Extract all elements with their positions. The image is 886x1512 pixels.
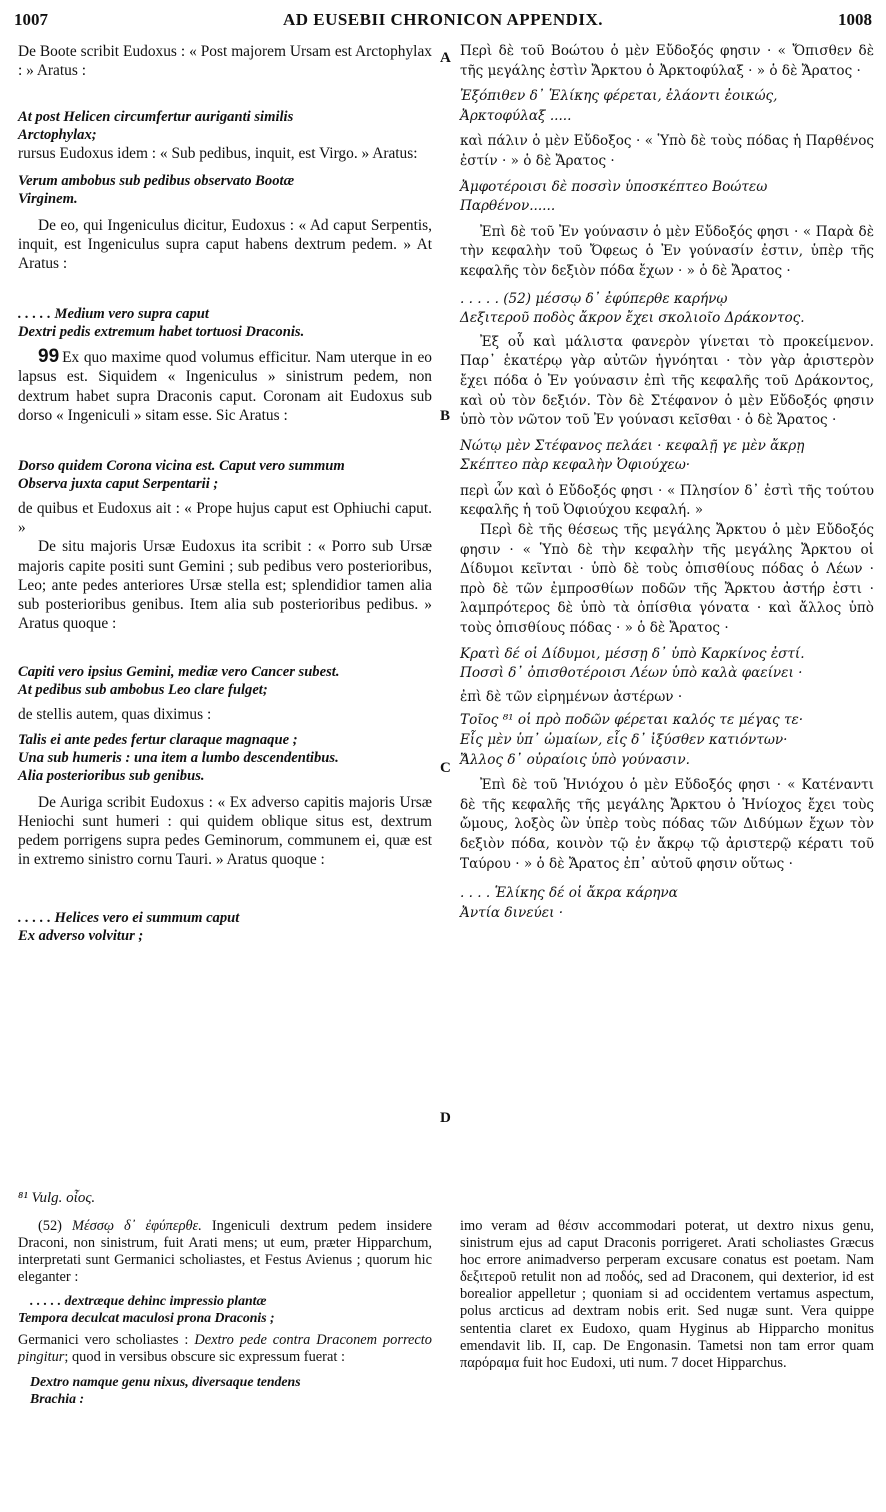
note-number: (52)	[38, 1218, 62, 1234]
greek-verse: Κρατὶ δέ οἱ Δίδυμοι, μέσσῃ δ᾽ ὑπὸ Καρκίνος ἐστί.	[460, 645, 805, 662]
note-text: ; quod in versibus obscure sic expressum fuerat :	[64, 1349, 345, 1366]
greek-paragraph: Ἐπὶ δὲ τοῦ Ἐν γούνασιν ὁ μὲν Εὔδοξός φησι · « Παρὰ δὲ τὴν κεφαλὴν τοῦ Ὄφεως ὁ Ἐν γούνασίν ἐστιν, ὑπὲρ τῆς κεφαλῆς τὸν δεξιὸν πόδα ἔχων · » ὁ δὲ Ἄρατος ·	[460, 223, 874, 279]
greek-verse: Ποσσὶ δ᾽ ὀπισθοτέροισι Λέων ὑπὸ καλὰ φαείνει ·	[460, 665, 803, 682]
latin-verse: Una sub humeris : una item a lumbo descendentibus.	[18, 749, 339, 766]
latin-paragraph: De Boote scribit Eudoxus : « Post majorem Ursam est Arctophylax : » Aratus :	[18, 43, 432, 80]
margin-letter-d: D	[440, 1110, 451, 1126]
note-verse: . . . . . dextræque dehinc impressio plantæ	[30, 1293, 267, 1309]
latin-verse: Verum ambobus sub pedibus observato Bootæ	[18, 172, 295, 189]
greek-verse: Παρθένον......	[460, 198, 556, 215]
latin-paragraph: de quibus et Eudoxus ait : « Prope hujus caput est Ophiuchi caput. »	[18, 500, 432, 537]
greek-column	[460, 42, 874, 923]
page-number-right: 1008	[838, 10, 872, 29]
greek-verse: Ἄλλος δ᾽ οὐραίοις ὑπὸ γούνασιν.	[460, 751, 690, 768]
running-title: AD EUSEBII CHRONICON APPENDIX.	[282, 10, 604, 29]
greek-verse: Ἀρκτοφύλαξ .....	[460, 107, 572, 124]
note-column-right	[460, 1218, 874, 1372]
latin-verse: Arctophylax;	[18, 127, 97, 144]
note-paragraph: imo veram ad θέσιν accommodari poterat, ut dextro nixus genu, sinistrum ejus ad caput Draconis porrigeret. Arati scholiastes Græcus hoc errore animadverso perperam excusare conatus est poetam. Nam δεξιτεροῦ retulit non ad ποδός, sed ad Draconem, qui dexterior, id est borealior appelletur ; quoniam si ad occidentem vertamus aspectum, polus arcticus ad dextram nobis erit. Sed nugæ sunt. Vera quippe sententia claret ex Eudoxo, quam Hyginus ab Hipparcho monitus emendavit lib. II, cap. De Engonasin. Tametsi non tam error quam παρόραμα fuit hoc Eudoxi, uti num. 7 docet Hipparchus.	[460, 1218, 874, 1371]
latin-verse: Talis ei ante pedes fertur claraque magnaque ;	[18, 731, 298, 748]
greek-paragraph: Ἐπὶ δὲ τοῦ Ἡνιόχου ὁ μὲν Εὔδοξός φησι · « Κατέναντι δὲ τῆς κεφαλῆς τῆς μεγάλης Ἄρκτου ὁ Ἡνίοχος ἔχει τοὺς ὤμους, λοξὸς ὢν ὑπὲρ τοὺς πόδας τῶν Διδύμων ἔχων τὸν δεξιὸν πόδα, κοινὸν τῷ ἐν ἄκρῳ τῷ ἀριστερῷ κέρατι τοῦ Ταύρου · » ὁ δὲ Ἄρατος ἐπ᾽ αὐτοῦ φησιν οὕτως ·	[460, 777, 874, 872]
greek-paragraph: Περὶ δὲ τοῦ Βοώτου ὁ μὲν Εὔδοξός φησιν · « Ὄπισθεν δὲ τῆς μεγάλης ἐστὶν Ἄρκτου ὁ Ἀρκτοφύλαξ · » ὁ δὲ Ἄρατος ·	[460, 43, 874, 79]
commentary-notes	[14, 1218, 874, 1498]
note-quote: Dextro pede contra Draconem porrecto pingitur	[18, 1332, 432, 1366]
greek-paragraph: Ἐξ οὗ καὶ μάλιστα φανερὸν γίνεται τὸ προκείμενον. Παρ᾽ ἑκατέρῳ γὰρ αὐτῶν ἠγνόηται · τὸν γὰρ ἀριστερὸν ἔχει πόδα ὁ Ἐν γούνασιν ἐπὶ τῆς κεφαλῆς τοῦ Δράκοντος, καὶ οὐ τὸν δεξιόν. Τὸν δὲ Στέφανον ὁ μὲν Εὔδοξός φησιν ὑπὸ τὸν νῶτον τοῦ Ἐν γούνασι κεῖσθαι · ὁ δὲ Ἄρατος ·	[460, 333, 874, 429]
margin-letter-a: A	[440, 50, 451, 66]
greek-paragraph: περὶ ὧν καὶ ὁ Εὔδοξός φησι · « Πλησίον δ᾽ ἐστὶ τῆς τούτου κεφαλῆς ἡ τοῦ Ὀφιούχου κεφαλή. »	[460, 482, 874, 519]
latin-verse: . . . . . Helices vero ei summum caput	[18, 910, 240, 927]
page-number-left: 1007	[14, 10, 48, 29]
greek-paragraph: Περὶ δὲ τῆς θέσεως τῆς μεγάλης Ἄρκτου ὁ μὲν Εὔδοξός φησιν · « Ὑπὸ δὲ τὴν κεφαλὴν τῆς μεγάλης Ἄρκτου οἱ Δίδυμοι κεῖνται · ὑπὸ δὲ τοὺς ὀπισθίους πόδας ὁ Λέων · πρὸ δὲ τῶν ἐμπροσθίων ποδῶν τῆς Ἄρκτου ἀστήρ ἐστι · λαμπρότερος δὲ ὑπὸ τὰ ὀπίσθια γόνατα · καὶ ἄλλος ὑπὸ τοὺς ὀπισθίους πόδας · » ὁ δὲ Ἄρατος ·	[460, 522, 874, 637]
latin-verse: Alia posterioribus sub genibus.	[18, 767, 205, 784]
latin-verse: At pedibus sub ambobus Leo clare fulget;	[18, 682, 268, 699]
note-verse: Tempora deculcat maculosi prona Draconis ;	[18, 1310, 275, 1326]
note-verse: Brachia :	[30, 1390, 85, 1406]
greek-verse: Νώτῳ μὲν Στέφανος πελάει · κεφαλῇ γε μὲν ἄκρῃ	[460, 437, 805, 454]
latin-paragraph: De Auriga scribit Eudoxus : « Ex adverso capitis majoris Ursæ Heniochi sunt humeri : qui quidem oblique situs est, dextrum pedem porrigens supra pedes Geminorum, communem ei, quæ est in extremo sinistro cornu Tauri. » Aratus quoque :	[18, 793, 432, 869]
page-header	[14, 10, 872, 36]
greek-verse: Ἀμφοτέροισι δὲ ποσσὶν ὑποσκέπτεο Βοώτεω	[460, 178, 768, 195]
greek-verse: Ἐξόπιθεν δ᾽ Ἑλίκης φέρεται, ἐλάοντι ἐοικώς,	[460, 88, 778, 105]
latin-verse: Virginem.	[18, 190, 78, 207]
latin-verse: . . . . . Medium vero supra caput	[18, 306, 209, 323]
greek-verse: Σκέπτεο πὰρ κεφαλὴν Ὀφιούχεω·	[460, 457, 691, 474]
note-paragraph	[18, 1332, 432, 1366]
latin-verse: Observa juxta caput Serpentarii ;	[18, 476, 219, 493]
margin-letter-b: B	[440, 408, 451, 424]
latin-verse: Dorso quidem Corona vicina est. Caput vero summum	[18, 458, 345, 475]
variant-footnote: ⁸¹ Vulg. οἷος.	[18, 1190, 96, 1206]
note-paragraph	[18, 1218, 432, 1286]
latin-paragraph: De eo, qui Ingeniculus dicitur, Eudoxus : « Ad caput Serpentis, inquit, est Ingeniculus supra caput habens dextrum pedem. » At Aratus :	[18, 216, 432, 273]
parallel-columns	[14, 42, 874, 1177]
section-number: 99	[38, 346, 60, 368]
greek-verse: . . . . . (52) μέσσῳ δ᾽ ἐφύπερθε καρήνῳ	[460, 290, 728, 307]
latin-verse: Ex adverso volvitur ;	[18, 928, 144, 945]
latin-paragraph: de stellis autem, quas diximus :	[18, 706, 212, 724]
latin-paragraph: De situ majoris Ursæ Eudoxus ita scribit : « Porro sub Ursæ majoris capite positi sunt Gemini ; sub pedibus vero posterioribus, Leo; ante pedes anteriores Ursæ stella est; splendidior tamen alia sub posterioribus genibus. Item alia sub posterioribus pedibus. » Aratus quoque :	[18, 538, 432, 633]
latin-verse: At post Helicen circumfertur auriganti similis	[18, 109, 294, 126]
greek-verse: Ἀντία δινεύει ·	[460, 904, 564, 921]
note-text: Ingeniculi dextrum pedem insidere Draconi, non sinistrum, fuit Arati mens; ut eum, præter Hipparchum, interpretati sunt Germanici scholiastes, et Festus Avienus ; quorum hic eleganter :	[18, 1218, 432, 1286]
greek-verse: Δεξιτεροῦ ποδὸς ἄκρον ἔχει σκολιοῖο Δράκοντος.	[460, 310, 805, 327]
note-lemma: Μέσσῳ δ᾽ ἐφύπερθε.	[71, 1218, 202, 1234]
latin-verse: Capiti vero ipsius Gemini, mediæ vero Cancer subest.	[18, 664, 340, 681]
latin-paragraph-text: Ex quo maxime quod volumus efficitur. Nam uterque in eo lapsus est. Siquidem « Ingeniculus » sinistrum pedem, non dextrum habet supra Draconis caput. Coronam ait Eudoxus sub dorso « Ingeniculi » sitam esse. Sic Aratus :	[18, 349, 432, 424]
latin-paragraph: rursus Eudoxus idem : « Sub pedibus, inquit, est Virgo. » Aratus:	[18, 145, 418, 163]
note-text: Germanici vero scholiastes :	[18, 1332, 189, 1349]
greek-verse: Τοῖος ⁸¹ οἱ πρὸ ποδῶν φέρεται καλός τε μέγας τε·	[460, 712, 804, 729]
greek-verse: . . . . Ἑλίκης δέ οἱ ἄκρα κάρηνα	[460, 885, 678, 902]
margin-letter-c: C	[440, 760, 451, 776]
greek-paragraph: καὶ πάλιν ὁ μὲν Εὔδοξος · « Ὑπὸ δὲ τοὺς πόδας ἡ Παρθένος ἐστίν · » ὁ δὲ Ἄρατος ·	[460, 133, 874, 169]
latin-paragraph	[18, 347, 432, 425]
note-verse: Dextro namque genu nixus, diversaque tendens	[30, 1373, 301, 1389]
latin-column	[18, 42, 432, 945]
greek-verse: Εἷς μὲν ὑπ᾽ ὠμαίων, εἷς δ᾽ ἰξύσθεν κατιόντων·	[460, 732, 788, 748]
note-column-left	[18, 1218, 432, 1407]
latin-verse: Dextri pedis extremum habet tortuosi Draconis.	[18, 324, 305, 341]
greek-paragraph: ἐπὶ δὲ τῶν εἰρημένων ἀστέρων ·	[460, 688, 683, 705]
